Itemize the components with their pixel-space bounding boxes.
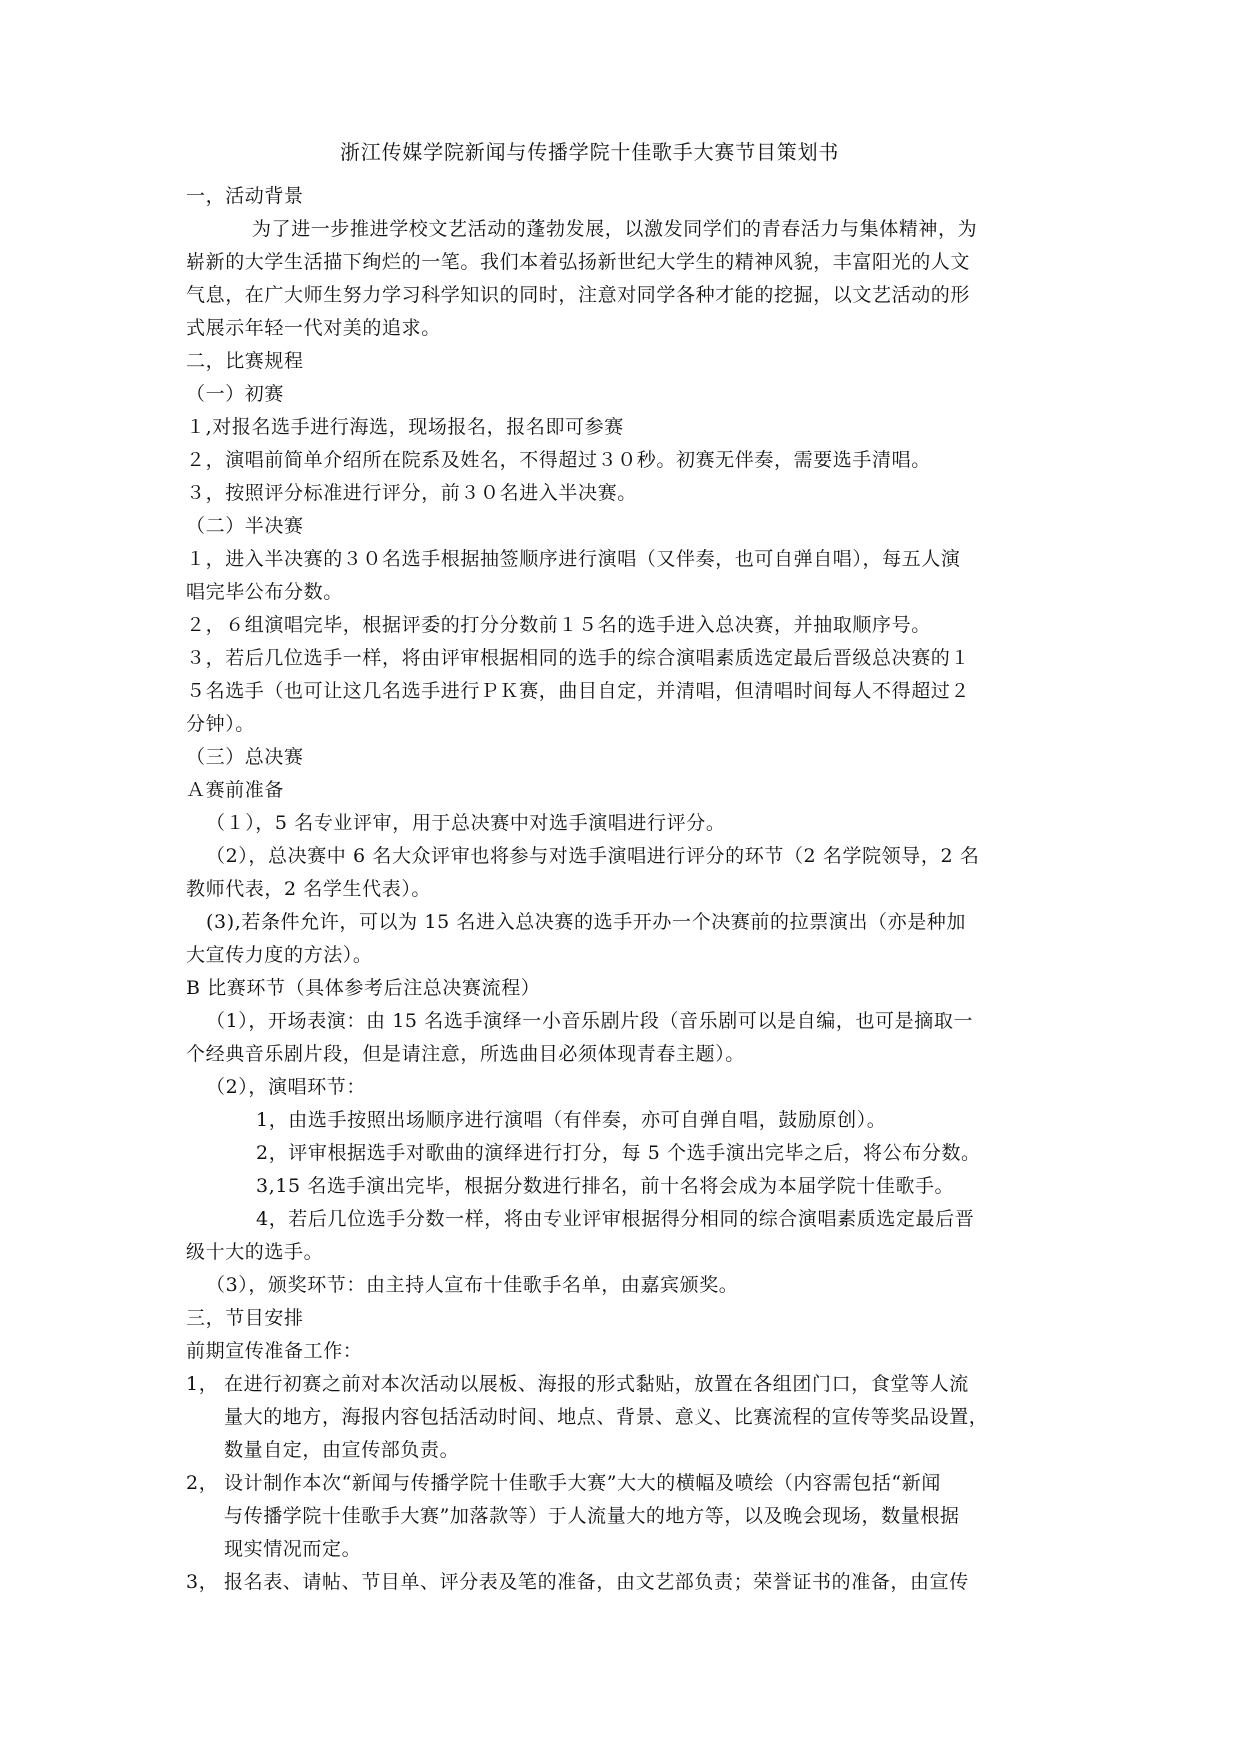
list-item-line: 与传播学院十佳歌手大赛”加落款等）于人流量大的地方等，以及晚会现场，数量根据 [224, 1505, 960, 1527]
paragraph-line: 2，评审根据选手对歌曲的演绎进行打分，每 5 个选手演出完毕之后，将公布分数。 [256, 1142, 981, 1164]
paragraph-line: 个经典音乐剧片段，但是请注意，所选曲目必须体现青春主题）。 [186, 1043, 745, 1065]
list-item-line: 报名表、请帖、节目单、评分表及笔的准备，由文艺部负责；荣誉证书的准备，由宣传 [224, 1571, 969, 1593]
paragraph-line: ５名选手（也可让这几名选手进行ＰＫ赛，曲目自定，并清唱，但清唱时间每人不得超过２ [186, 680, 971, 702]
paragraph-line: 气息，在广大师生努力学习科学知识的同时，注意对同学各种才能的挖掘，以文艺活动的形 [186, 284, 971, 306]
paragraph-line: 教师代表，2 名学生代表）。 [186, 878, 432, 900]
paragraph-line: （１），5 名专业评审，用于总决赛中对选手演唱进行评分。 [206, 812, 726, 834]
paragraph-line: 大宣传力度的方法）。 [186, 944, 373, 966]
list-number: 1， [186, 1373, 219, 1395]
section-heading-program: 三，节目安排 [186, 1307, 304, 1329]
list-item: ２，演唱前简单介绍所在院系及姓名，不得超过３０秒。初赛无伴奏，需要选手清唱。 [186, 449, 931, 471]
list-item-line: 设计制作本次“新闻与传播学院十佳歌手大赛”大大的横幅及喷绘（内容需包括“新闻 [224, 1472, 941, 1494]
paragraph-line: 为了进一步推进学校文艺活动的蓬勃发展，以激发同学们的青春活力与集体精神，为 [252, 218, 978, 240]
program-sub-heading: 前期宣传准备工作： [186, 1340, 363, 1362]
paragraph-line: （2），演唱环节： [206, 1076, 366, 1098]
final-prep-heading: Ａ赛前准备 [186, 779, 285, 801]
paragraph-line: 3,15 名选手演出完毕，根据分数进行排名，前十名将会成为本届学院十佳歌手。 [256, 1175, 955, 1197]
list-item-line: 数量自定，由宣传部负责。 [224, 1439, 460, 1461]
list-item: ３，按照评分标准进行评分，前３０名进入半决赛。 [186, 482, 637, 504]
paragraph-line: 唱完毕公布分数。 [186, 581, 343, 603]
paragraph-line: 级十大的选手。 [186, 1241, 324, 1263]
paragraph-line: （2），总决赛中 6 名大众评审也将参与对选手演唱进行评分的环节（2 名学院领导，2 名 [206, 845, 980, 867]
paragraph-line: 4，若后几位选手分数一样，将由专业评审根据得分相同的综合演唱素质选定最后晋 [256, 1208, 975, 1230]
paragraph-line: 崭新的大学生活描下绚烂的一笔。我们本着弘扬新世纪大学生的精神风貌，丰富阳光的人文 [186, 251, 971, 273]
list-item: １,对报名选手进行海选，现场报名，报名即可参赛 [186, 416, 624, 438]
paragraph-line: ２，６组演唱完毕，根据评委的打分分数前１５名的选手进入总决赛，并抽取顺序号。 [186, 614, 931, 636]
list-number: 2， [186, 1472, 219, 1494]
subsection-heading-semifinal: （二）半决赛 [186, 515, 304, 537]
paragraph-line: (3),若条件允许，可以为 15 名进入总决赛的选手开办一个决赛前的拉票演出（亦是种加 [206, 911, 967, 933]
list-item-line: 在进行初赛之前对本次活动以展板、海报的形式黏贴，放置在各组团门口，食堂等人流 [224, 1373, 969, 1395]
paragraph-line: 式展示年轻一代对美的追求。 [186, 317, 441, 339]
paragraph-line: 1，由选手按照出场顺序进行演唱（有伴奏，亦可自弹自唱，鼓励原创）。 [256, 1109, 887, 1131]
subsection-heading-final: （三）总决赛 [186, 746, 304, 768]
paragraph-line: １，进入半决赛的３０名选手根据抽签顺序进行演唱（又伴奏，也可自弹自唱），每五人演 [186, 548, 961, 570]
section-heading-background: 一，活动背景 [186, 185, 304, 207]
list-item-line: 量大的地方，海报内容包括活动时间、地点、背景、意义、比赛流程的宣传等奖品设置， [224, 1406, 989, 1428]
paragraph-line: ３，若后几位选手一样，将由评审根据相同的选手的综合演唱素质选定最后晋级总决赛的１ [186, 647, 971, 669]
final-process-heading: B 比赛环节（具体参考后注总决赛流程） [186, 977, 541, 999]
page-title: 浙江传媒学院新闻与传播学院十佳歌手大赛节目策划书 [340, 140, 840, 164]
paragraph-line: （1），开场表演：由 15 名选手演绎一小音乐剧片段（音乐剧可以是自编，也可是摘取一 [206, 1010, 974, 1032]
list-item-line: 现实情况而定。 [224, 1538, 362, 1560]
subsection-heading-preliminary: （一）初赛 [186, 383, 285, 405]
paragraph-line: 分钟）。 [186, 713, 255, 735]
section-heading-rules: 二，比赛规程 [186, 350, 304, 372]
paragraph-line: （3），颁奖环节：由主持人宣布十佳歌手名单，由嘉宾颁奖。 [206, 1274, 739, 1296]
list-number: 3， [186, 1571, 219, 1593]
